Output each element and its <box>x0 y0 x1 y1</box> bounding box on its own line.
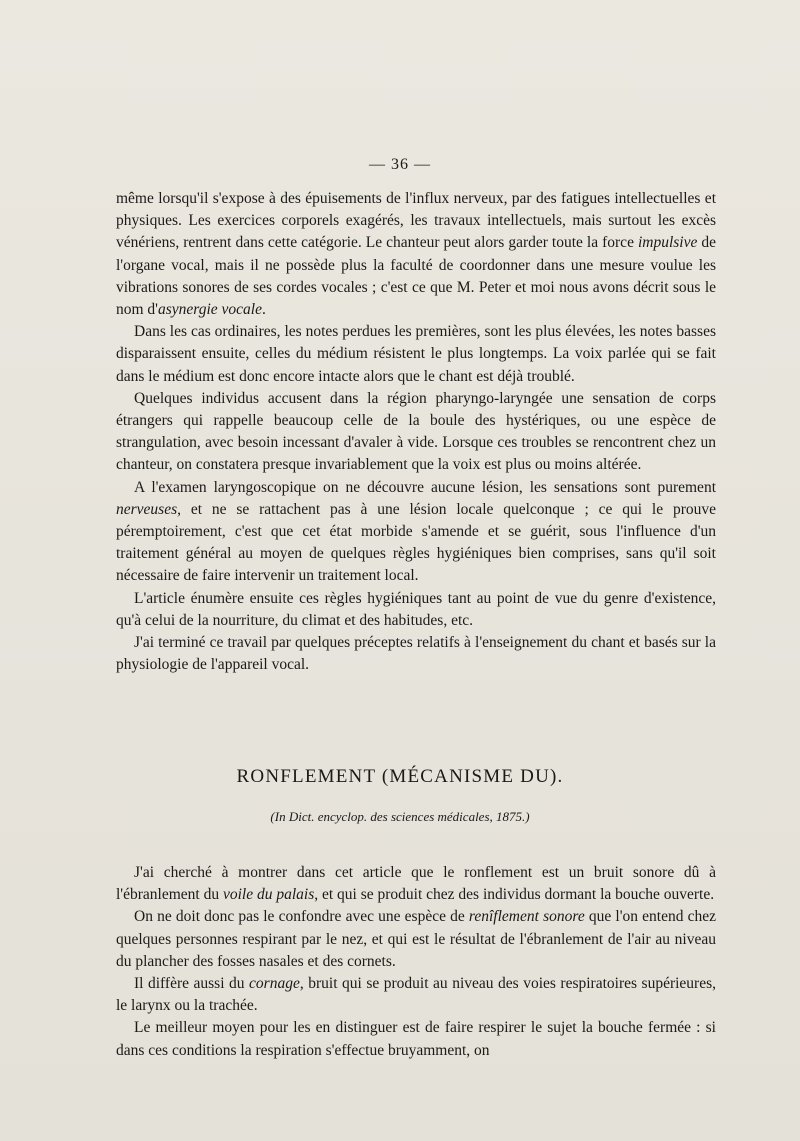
paragraph: Le meilleur moyen pour les en distinguer est de faire respirer le sujet la bouche fermée : si dans ces conditions la respiration s'effectue bruyamment, on <box>116 1019 716 1059</box>
paragraph: Quelques individus accusent dans la région pharyngo-laryngée une sensation de corps étrangers qui rappelle beaucoup celle de la boule des hystériques, ou une espèce de strangulation, avec besoin incessant d'avaler à vide. Lorsque ces troubles se rencontrent chez un chanteur, on constatera presque invariablement que la voix est plus ou moins altérée. <box>116 389 716 474</box>
article-title: RONFLEMENT (MÉCANISME DU). <box>236 766 564 787</box>
paragraph: A l'examen laryngoscopique on ne découvre aucune lésion, les sensations sont purement nerveuses, et ne se rattachent pas à une lésion locale quelconque ; ce qui le prouve péremptoirement, c'est que cet état morbide s'amende et se guérit, sous l'influence d'un traitement général au moyen de quelques règles hygiéniques bien comprises, sans qu'il soit nécessaire de faire intervenir un traitement local. <box>116 478 716 585</box>
paragraph: On ne doit donc pas le confondre avec une espèce de renîflement sonore que l'on entend chez quelques personnes respirant par le nez, et qui est le résultat de l'ébranlement de l'air au niveau du plancher des fosses nasales et des cornets. <box>116 908 717 970</box>
page-number: — 36 — <box>369 156 431 173</box>
article-body <box>116 862 716 1062</box>
paragraph: L'article énumère ensuite ces règles hygiéniques tant au point de vue du genre d'existence, qu'à celui de la nourriture, du climat et des habitudes, etc. <box>116 589 716 629</box>
paragraph: même lorsqu'il s'expose à des épuisements de l'influx nerveux, par des fatigues intellectuelles et physiques. Les exercices corporels exagérés, les travaux intellectuels, mais surtout les excès vénériens, rentrent dans cette catégorie. Le chanteur peut alors garder toute la force impulsive de l'organe vocal, mais il ne possède plus la faculté de coordonner dans une mesure voulue les vibrations sonores de ses cordes vocales ; c'est ce que M. Peter et moi nous avons décrit sous le nom d'asynergie vocale. <box>116 190 716 319</box>
paragraph: Il diffère aussi du cornage, bruit qui se produit au niveau des voies respiratoires supérieures, le larynx ou la trachée. <box>116 975 716 1015</box>
paragraph: J'ai terminé ce travail par quelques préceptes relatifs à l'enseignement du chant et basés sur la physiologie de l'appareil vocal. <box>116 634 716 674</box>
article-citation: (In Dict. encyclop. des sciences médicales, 1875.) <box>270 809 530 824</box>
paragraph: J'ai cherché à montrer dans cet article que le ronflement est un bruit sonore dû à l'ébranlement du voile du palais, et qui se produit chez des individus dormant la bouche ouverte. <box>116 864 716 904</box>
paragraph: Dans les cas ordinaires, les notes perdues les premières, sont les plus élevées, les notes basses disparaissent ensuite, celles du médium résistent le plus longtemps. La voix parlée qui se fait dans le médium est donc encore intacte alors que le chant est déjà troublé. <box>116 323 716 385</box>
continued-section <box>116 188 716 676</box>
